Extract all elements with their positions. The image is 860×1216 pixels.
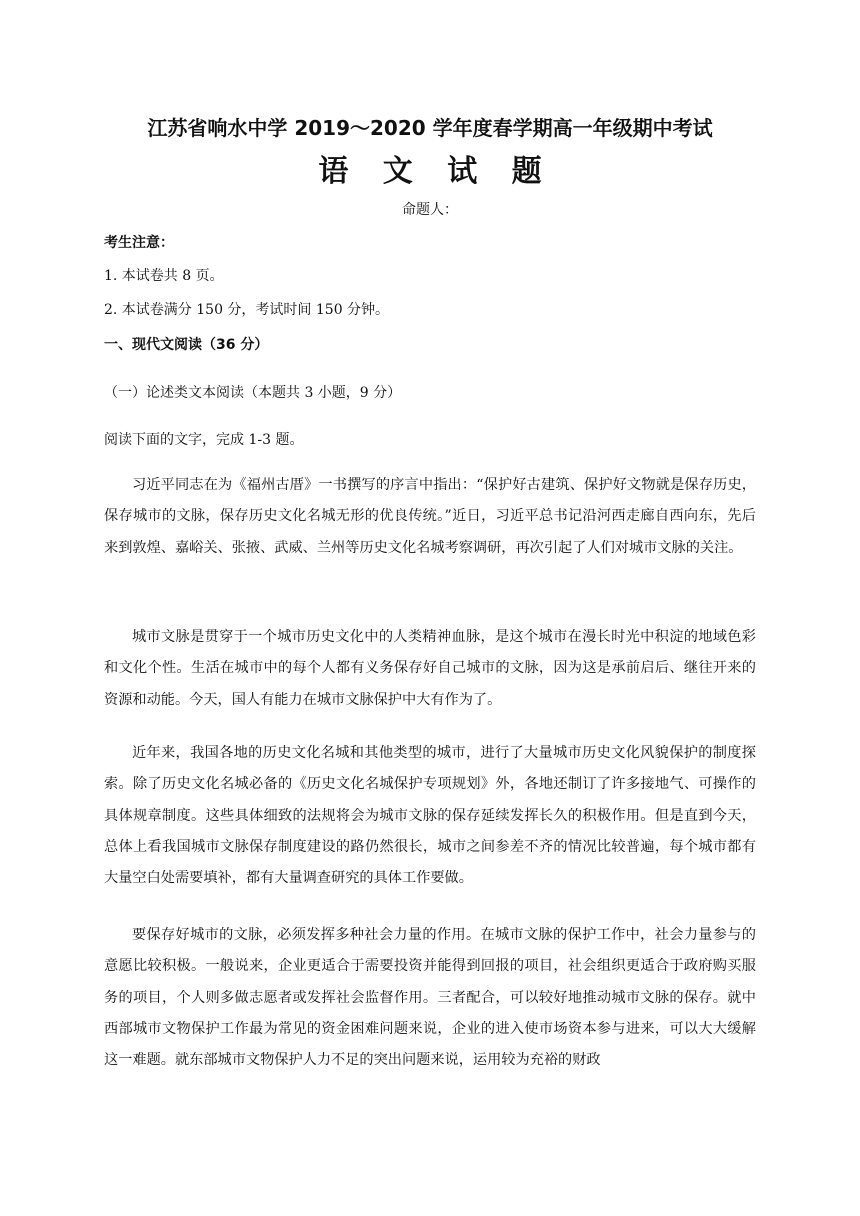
notice-item-2: 2. 本试卷满分 150 分，考试时间 150 分钟。	[104, 302, 390, 318]
passage-paragraph: 要保存好城市的文脉，必须发挥多种社会力量的作用。在城市文脉的保护工作中，社会力量参与的意愿比较积极。一般说来，企业更适合于需要投资并能得到回报的项目，社会组织更适合于政府购买服务的项目，个人则多做志愿者或发挥社会监督作用。三者配合，可以较好地推动城市文脉的保存。就中西部城市文物保护工作最为常见的资金困难问题来说，企业的进入使市场资本参与进来，可以大大缓解这一难题。就东部城市文物保护人力不足的突出问题来说，运用较为充裕的财政	[104, 927, 756, 1069]
section-subheading: （一）论述类文本阅读（本题共 3 小题，9 分）	[104, 385, 402, 401]
passage-paragraph: 近年来，我国各地的历史文化名城和其他类型的城市，进行了大量城市历史文化风貌保护的制度探索。除了历史文化名城必备的《历史文化名城保护专项规划》外，各地还制订了许多接地气、可操作的具体规章制度。这些具体细致的法规将会为城市文脉的保存延续发挥长久的积极作用。但是直到今天，总体上看我国城市文脉保存制度建设的路仍然很长，城市之间参差不齐的情况比较普遍，每个城市都有大量空白处需要填补，都有大量调查研究的具体工作要做。	[104, 745, 756, 887]
author-label: 命题人：	[402, 202, 458, 218]
passage-paragraph: 习近平同志在为《福州古厝》一书撰写的序言中指出：“保护好古建筑、保护好文物就是保存历史，保存城市的文脉，保存历史文化名城无形的优良传统。”近日，习近平总书记沿河西走廊自西向东，先后来到敦煌、嘉峪关、张掖、武威、兰州等历史文化名城考察调研，再次引起了人们对城市文脉的关注。	[104, 477, 756, 556]
passage-paragraph: 城市文脉是贯穿于一个城市历史文化中的人类精神血脉，是这个城市在漫长时光中积淀的地域色彩和文化个性。生活在城市中的每个人都有义务保存好自己城市的文脉，因为这是承前启后、继往开来的资源和动能。今天，国人有能力在城市文脉保护中大有作为了。	[104, 629, 756, 708]
notice-heading: 考生注意：	[104, 235, 174, 251]
section-heading: 一、现代文阅读（36 分）	[104, 337, 269, 353]
reading-instruction: 阅读下面的文字，完成 1-3 题。	[104, 432, 304, 448]
exam-title: 江苏省响水中学 2019～2020 学年度春学期高一年级期中考试	[147, 116, 713, 140]
exam-subject-title: 语 文 试 题	[318, 154, 554, 189]
notice-item-1: 1. 本试卷共 8 页。	[104, 268, 224, 284]
